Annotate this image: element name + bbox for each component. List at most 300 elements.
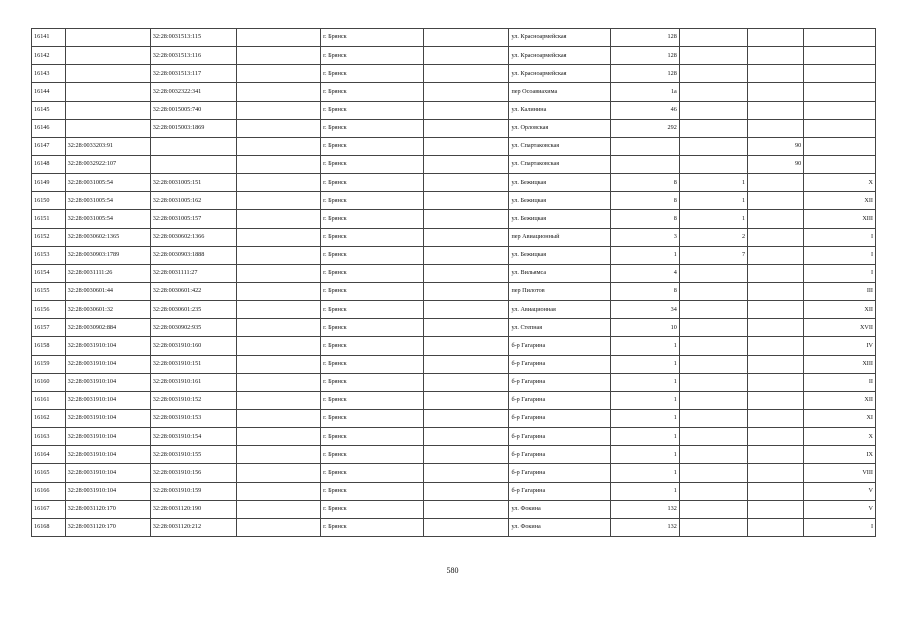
cell-extra-number — [748, 337, 804, 355]
cell-record-number: 16160 — [32, 373, 66, 391]
cell-empty — [237, 482, 321, 500]
cell-extra-number: 90 — [748, 137, 804, 155]
cell-record-number: 16166 — [32, 482, 66, 500]
cell-object-number: 32:28:0031910:159 — [150, 482, 236, 500]
cell-city: г. Брянск — [321, 83, 424, 101]
cell-empty — [237, 373, 321, 391]
cell-record-number: 16145 — [32, 101, 66, 119]
cell-extra-number: 90 — [748, 155, 804, 173]
cell-record-number: 16168 — [32, 518, 66, 536]
cell-premises-number — [804, 65, 876, 83]
cell-building-number: 1 — [679, 192, 747, 210]
cell-object-number: 32:28:0030601:235 — [150, 301, 236, 319]
cell-city: г. Брянск — [321, 174, 424, 192]
cell-building-number — [679, 83, 747, 101]
table-row — [32, 319, 876, 337]
table-row — [32, 29, 876, 47]
cell-premises-number: II — [804, 373, 876, 391]
cell-record-number: 16149 — [32, 174, 66, 192]
cell-premises-number: X — [804, 428, 876, 446]
cell-empty — [237, 409, 321, 427]
cell-house-number: 1 — [611, 391, 679, 409]
cell-street: ул. Спартаковская — [509, 155, 611, 173]
cell-street: ул. Красноармейская — [509, 47, 611, 65]
cell-object-number: 32:28:0031513:116 — [150, 47, 236, 65]
cell-empty — [424, 355, 509, 373]
cell-empty — [424, 29, 509, 47]
cell-extra-number — [748, 210, 804, 228]
cell-house-number: 1а — [611, 83, 679, 101]
cell-building-number — [679, 337, 747, 355]
cell-parcel-number — [65, 119, 150, 137]
cell-object-number: 32:28:0031513:117 — [150, 65, 236, 83]
cell-object-number: 32:28:0031910:152 — [150, 391, 236, 409]
cell-building-number — [679, 282, 747, 300]
cell-empty — [424, 301, 509, 319]
cell-record-number: 16151 — [32, 210, 66, 228]
cell-premises-number: XIII — [804, 355, 876, 373]
cell-object-number: 32:28:0030602:1366 — [150, 228, 236, 246]
cell-premises-number — [804, 137, 876, 155]
cell-building-number — [679, 464, 747, 482]
cell-building-number — [679, 301, 747, 319]
cell-premises-number — [804, 47, 876, 65]
cell-object-number: 32:28:0031111:27 — [150, 264, 236, 282]
cell-premises-number: I — [804, 228, 876, 246]
cell-city: г. Брянск — [321, 337, 424, 355]
cell-house-number: 132 — [611, 500, 679, 518]
cell-extra-number — [748, 282, 804, 300]
cell-extra-number — [748, 47, 804, 65]
cell-record-number: 16141 — [32, 29, 66, 47]
cell-premises-number: X — [804, 174, 876, 192]
cell-parcel-number — [65, 83, 150, 101]
cell-house-number: 1 — [611, 246, 679, 264]
table-row — [32, 101, 876, 119]
table-row — [32, 264, 876, 282]
cell-city: г. Брянск — [321, 446, 424, 464]
cell-street: пер Авиационный — [509, 228, 611, 246]
cell-street: б-р Гагарина — [509, 464, 611, 482]
cell-empty — [237, 137, 321, 155]
cell-extra-number — [748, 301, 804, 319]
cell-empty — [424, 83, 509, 101]
table-row — [32, 301, 876, 319]
table-row — [32, 210, 876, 228]
cell-extra-number — [748, 65, 804, 83]
cell-record-number: 16162 — [32, 409, 66, 427]
cell-street: б-р Гагарина — [509, 391, 611, 409]
cell-building-number — [679, 264, 747, 282]
cell-building-number: 1 — [679, 174, 747, 192]
cell-street: ул. Спартаковская — [509, 137, 611, 155]
cell-house-number: 1 — [611, 446, 679, 464]
cell-street: б-р Гагарина — [509, 337, 611, 355]
cell-empty — [237, 101, 321, 119]
cell-house-number: 1 — [611, 355, 679, 373]
cell-house-number: 1 — [611, 409, 679, 427]
cell-building-number — [679, 65, 747, 83]
cell-street: б-р Гагарина — [509, 409, 611, 427]
cell-city: г. Брянск — [321, 101, 424, 119]
cell-empty — [237, 155, 321, 173]
page-number: 580 — [446, 566, 459, 575]
cell-empty — [237, 391, 321, 409]
cell-empty — [237, 192, 321, 210]
cell-city: г. Брянск — [321, 228, 424, 246]
cell-extra-number — [748, 174, 804, 192]
cell-empty — [424, 482, 509, 500]
cell-empty — [237, 210, 321, 228]
cell-city: г. Брянск — [321, 47, 424, 65]
cell-premises-number: III — [804, 282, 876, 300]
cell-object-number: 32:28:0031005:157 — [150, 210, 236, 228]
cell-street: ул. Бежицкая — [509, 192, 611, 210]
cell-street: б-р Гагарина — [509, 428, 611, 446]
cell-extra-number — [748, 355, 804, 373]
cell-empty — [237, 47, 321, 65]
cell-street: ул. Бежицкая — [509, 210, 611, 228]
cell-city: г. Брянск — [321, 246, 424, 264]
cell-object-number: 32:28:0031910:161 — [150, 373, 236, 391]
cell-premises-number: XVII — [804, 319, 876, 337]
cell-building-number — [679, 391, 747, 409]
cell-parcel-number: 32:28:0030903:1789 — [65, 246, 150, 264]
cell-street: б-р Гагарина — [509, 482, 611, 500]
cell-parcel-number: 32:28:0031910:104 — [65, 355, 150, 373]
cell-building-number — [679, 446, 747, 464]
cell-city: г. Брянск — [321, 518, 424, 536]
cell-object-number: 32:28:0031005:151 — [150, 174, 236, 192]
cell-empty — [237, 355, 321, 373]
table-row — [32, 155, 876, 173]
cell-premises-number — [804, 101, 876, 119]
cell-empty — [237, 228, 321, 246]
cell-record-number: 16142 — [32, 47, 66, 65]
cell-house-number: 1 — [611, 428, 679, 446]
cell-street: ул. Вильямса — [509, 264, 611, 282]
cell-city: г. Брянск — [321, 319, 424, 337]
table-row — [32, 391, 876, 409]
cell-extra-number — [748, 119, 804, 137]
table-row — [32, 83, 876, 101]
table-row — [32, 65, 876, 83]
cell-premises-number: V — [804, 500, 876, 518]
cell-empty — [237, 428, 321, 446]
cell-empty — [237, 264, 321, 282]
cell-city: г. Брянск — [321, 137, 424, 155]
cell-record-number: 16158 — [32, 337, 66, 355]
table-row — [32, 137, 876, 155]
cell-parcel-number: 32:28:0031910:104 — [65, 482, 150, 500]
cell-premises-number — [804, 155, 876, 173]
cell-house-number: 128 — [611, 65, 679, 83]
table-row — [32, 228, 876, 246]
cell-record-number: 16153 — [32, 246, 66, 264]
cell-empty — [424, 119, 509, 137]
cell-object-number: 32:28:0015003:1869 — [150, 119, 236, 137]
cell-building-number — [679, 518, 747, 536]
cell-street: б-р Гагарина — [509, 355, 611, 373]
cell-empty — [424, 246, 509, 264]
cell-extra-number — [748, 446, 804, 464]
cell-empty — [237, 174, 321, 192]
cell-house-number: 8 — [611, 210, 679, 228]
cell-parcel-number: 32:28:0030902:884 — [65, 319, 150, 337]
cell-empty — [237, 500, 321, 518]
cell-street: пер Осоавиахима — [509, 83, 611, 101]
cell-city: г. Брянск — [321, 355, 424, 373]
cell-parcel-number — [65, 101, 150, 119]
cell-empty — [424, 500, 509, 518]
cell-house-number — [611, 137, 679, 155]
cell-empty — [424, 192, 509, 210]
cell-house-number: 1 — [611, 482, 679, 500]
cell-empty — [237, 301, 321, 319]
cell-empty — [237, 464, 321, 482]
table-row — [32, 464, 876, 482]
cell-record-number: 16148 — [32, 155, 66, 173]
table-row — [32, 409, 876, 427]
cell-parcel-number — [65, 65, 150, 83]
cell-premises-number: I — [804, 246, 876, 264]
cell-object-number — [150, 137, 236, 155]
cell-empty — [424, 464, 509, 482]
cell-parcel-number: 32:28:0031910:104 — [65, 337, 150, 355]
table-row — [32, 373, 876, 391]
cell-building-number — [679, 373, 747, 391]
cell-parcel-number: 32:28:0031120:170 — [65, 500, 150, 518]
cell-object-number: 32:28:0031910:155 — [150, 446, 236, 464]
cell-building-number — [679, 500, 747, 518]
cell-empty — [424, 337, 509, 355]
cell-city: г. Брянск — [321, 301, 424, 319]
cell-premises-number: XII — [804, 301, 876, 319]
cell-extra-number — [748, 500, 804, 518]
cell-empty — [424, 518, 509, 536]
cell-street: ул. Красноармейская — [509, 65, 611, 83]
table-row — [32, 428, 876, 446]
cell-city: г. Брянск — [321, 192, 424, 210]
cell-building-number — [679, 119, 747, 137]
cell-building-number: 2 — [679, 228, 747, 246]
cell-extra-number — [748, 228, 804, 246]
cell-object-number: 32:28:0031120:190 — [150, 500, 236, 518]
cell-object-number: 32:28:0031005:162 — [150, 192, 236, 210]
cell-parcel-number: 32:28:0030602:1365 — [65, 228, 150, 246]
cell-object-number: 32:28:0031513:115 — [150, 29, 236, 47]
table-row — [32, 192, 876, 210]
cell-parcel-number: 32:28:0030601:44 — [65, 282, 150, 300]
cell-object-number: 32:28:0032322:341 — [150, 83, 236, 101]
cell-building-number: 7 — [679, 246, 747, 264]
cell-object-number: 32:28:0031910:160 — [150, 337, 236, 355]
cell-street: ул. Красноармейская — [509, 29, 611, 47]
cell-house-number: 292 — [611, 119, 679, 137]
cell-parcel-number: 32:28:0031005:54 — [65, 174, 150, 192]
cell-parcel-number: 32:28:0031005:54 — [65, 210, 150, 228]
cell-house-number: 128 — [611, 47, 679, 65]
cell-building-number — [679, 47, 747, 65]
cell-empty — [237, 29, 321, 47]
cell-premises-number: XI — [804, 409, 876, 427]
table-row — [32, 518, 876, 536]
cell-empty — [424, 446, 509, 464]
cell-object-number: 32:28:0030902:935 — [150, 319, 236, 337]
cell-extra-number — [748, 391, 804, 409]
cell-empty — [424, 210, 509, 228]
cell-record-number: 16143 — [32, 65, 66, 83]
cell-premises-number: V — [804, 482, 876, 500]
cell-city: г. Брянск — [321, 464, 424, 482]
cell-house-number: 132 — [611, 518, 679, 536]
cell-empty — [424, 282, 509, 300]
cell-empty — [237, 518, 321, 536]
cell-parcel-number: 32:28:0033203:91 — [65, 137, 150, 155]
cell-empty — [424, 264, 509, 282]
cell-object-number: 32:28:0031910:151 — [150, 355, 236, 373]
cell-street: ул. Фокина — [509, 500, 611, 518]
cell-record-number: 16165 — [32, 464, 66, 482]
cell-record-number: 16159 — [32, 355, 66, 373]
cell-house-number: 4 — [611, 264, 679, 282]
cell-empty — [424, 319, 509, 337]
table-row — [32, 47, 876, 65]
cell-parcel-number: 32:28:0031005:54 — [65, 192, 150, 210]
table-row — [32, 446, 876, 464]
cell-house-number: 8 — [611, 282, 679, 300]
cell-record-number: 16164 — [32, 446, 66, 464]
cell-city: г. Брянск — [321, 282, 424, 300]
cell-building-number — [679, 101, 747, 119]
cell-empty — [237, 246, 321, 264]
cell-record-number: 16147 — [32, 137, 66, 155]
cell-city: г. Брянск — [321, 482, 424, 500]
cell-house-number: 34 — [611, 301, 679, 319]
cell-premises-number — [804, 83, 876, 101]
cell-empty — [424, 47, 509, 65]
cell-record-number: 16152 — [32, 228, 66, 246]
cell-empty — [237, 282, 321, 300]
table-body — [32, 29, 876, 537]
cell-empty — [424, 409, 509, 427]
cell-street: пер Пилотов — [509, 282, 611, 300]
cell-empty — [424, 428, 509, 446]
cell-object-number: 32:28:0031910:154 — [150, 428, 236, 446]
cell-record-number: 16144 — [32, 83, 66, 101]
cell-street: ул. Орловская — [509, 119, 611, 137]
table-row — [32, 355, 876, 373]
cell-parcel-number: 32:28:0031910:104 — [65, 373, 150, 391]
cell-extra-number — [748, 464, 804, 482]
cell-empty — [237, 83, 321, 101]
cell-parcel-number — [65, 47, 150, 65]
cell-object-number: 32:28:0031910:156 — [150, 464, 236, 482]
cell-premises-number: I — [804, 264, 876, 282]
cell-record-number: 16150 — [32, 192, 66, 210]
cell-extra-number — [748, 29, 804, 47]
cell-object-number: 32:28:0031910:153 — [150, 409, 236, 427]
cell-extra-number — [748, 246, 804, 264]
cell-city: г. Брянск — [321, 428, 424, 446]
cell-record-number: 16155 — [32, 282, 66, 300]
table-row — [32, 246, 876, 264]
cell-empty — [237, 337, 321, 355]
cell-extra-number — [748, 319, 804, 337]
cell-empty — [424, 228, 509, 246]
cell-city: г. Брянск — [321, 65, 424, 83]
cell-empty — [424, 373, 509, 391]
cell-extra-number — [748, 373, 804, 391]
cell-empty — [237, 65, 321, 83]
cell-city: г. Брянск — [321, 210, 424, 228]
cell-extra-number — [748, 518, 804, 536]
cell-object-number: 32:28:0031120:212 — [150, 518, 236, 536]
cell-premises-number: XII — [804, 391, 876, 409]
cell-parcel-number: 32:28:0031120:170 — [65, 518, 150, 536]
cell-parcel-number — [65, 29, 150, 47]
cell-house-number: 10 — [611, 319, 679, 337]
cell-record-number: 16163 — [32, 428, 66, 446]
cell-parcel-number: 32:28:0030601:32 — [65, 301, 150, 319]
cell-empty — [424, 155, 509, 173]
table-row — [32, 500, 876, 518]
cell-house-number: 8 — [611, 174, 679, 192]
cell-object-number: 32:28:0015005:740 — [150, 101, 236, 119]
cell-parcel-number: 32:28:0031910:104 — [65, 446, 150, 464]
cell-house-number: 1 — [611, 464, 679, 482]
table-row — [32, 337, 876, 355]
cell-street: ул. Фокина — [509, 518, 611, 536]
cell-street: ул. Степная — [509, 319, 611, 337]
cell-record-number: 16167 — [32, 500, 66, 518]
cell-street: б-р Гагарина — [509, 446, 611, 464]
cell-street: ул. Бежицкая — [509, 246, 611, 264]
cell-record-number: 16146 — [32, 119, 66, 137]
cell-city: г. Брянск — [321, 500, 424, 518]
cell-empty — [237, 119, 321, 137]
cell-building-number — [679, 428, 747, 446]
cell-record-number: 16157 — [32, 319, 66, 337]
cell-empty — [424, 65, 509, 83]
cell-building-number — [679, 319, 747, 337]
cell-building-number: 1 — [679, 210, 747, 228]
cell-street: б-р Гагарина — [509, 373, 611, 391]
cell-house-number: 128 — [611, 29, 679, 47]
cell-extra-number — [748, 409, 804, 427]
cell-object-number: 32:28:0030903:1888 — [150, 246, 236, 264]
cell-building-number — [679, 482, 747, 500]
cell-parcel-number: 32:28:0031910:104 — [65, 391, 150, 409]
cell-empty — [237, 319, 321, 337]
cell-parcel-number: 32:28:0031910:104 — [65, 409, 150, 427]
cell-street: ул. Калинина — [509, 101, 611, 119]
cell-building-number — [679, 355, 747, 373]
cell-empty — [424, 101, 509, 119]
cell-city: г. Брянск — [321, 155, 424, 173]
cell-record-number: 16161 — [32, 391, 66, 409]
table-row — [32, 282, 876, 300]
cell-empty — [237, 446, 321, 464]
cell-city: г. Брянск — [321, 409, 424, 427]
cell-empty — [424, 137, 509, 155]
cell-premises-number: I — [804, 518, 876, 536]
cell-city: г. Брянск — [321, 391, 424, 409]
cell-empty — [424, 174, 509, 192]
cell-extra-number — [748, 428, 804, 446]
cell-premises-number: IV — [804, 337, 876, 355]
cell-extra-number — [748, 192, 804, 210]
